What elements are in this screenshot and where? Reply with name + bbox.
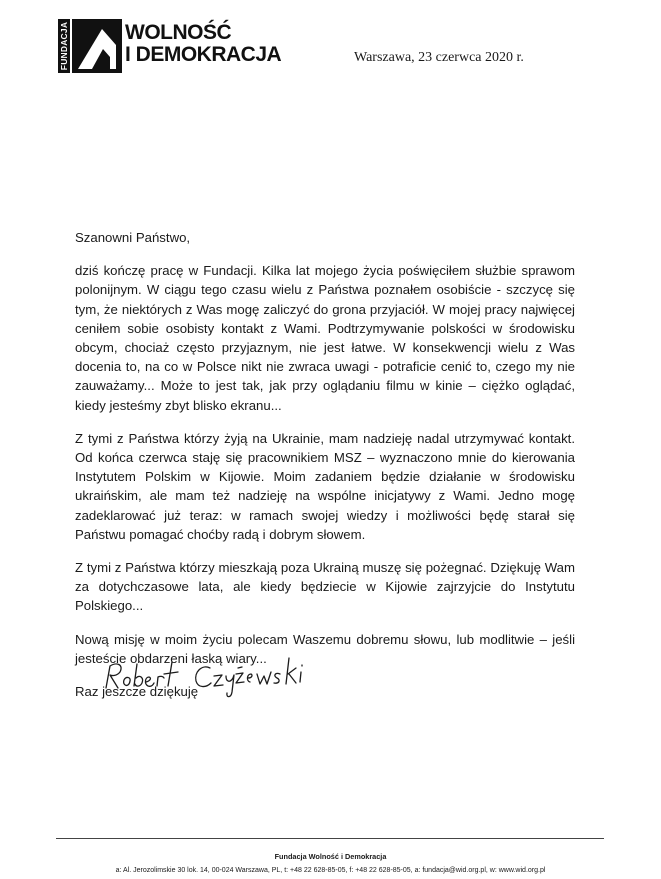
logo-house-icon [72,19,122,73]
letter-date: Warszawa, 23 czerwca 2020 r. [354,50,524,65]
handwritten-signature [102,648,342,700]
foundation-logo [58,19,282,73]
footer-contact-info: a: Al. Jerozolimskie 30 lok. 14, 00-024 Warszawa, PL, t: +48 22 628-85-05, f: +48 22 628-85-05, a: fundacja@wid.org.pl, w: www.wid.org.pl [115,867,546,874]
closing-line: Raz jeszcze dziękuję [75,684,199,700]
footer-organization-name: Fundacja Wolność i Demokracja [274,852,387,861]
paragraph-1: dziś kończę pracę w Fundacji. Kilka lat mojego życia poświęciłem służbie sprawom polonijnym. W ciągu tego czasu wielu z Państwa poznałem osobiście - szczycę się tym, że niektórych z Was mogę zaliczyć do grona przyjaciół. W mojej pracy najwięcej ceniłem sobie osobisty kontakt z Wami. Podtrzymywanie polskości w środowisku obcym, chociaż często przyjaznym, nie jest łatwe. W konsekwencji wielu z Was docenia to, na co w Polsce nikt nie zwraca uwagi - potraficie cenić to, czego my nie zauważamy... Może to jest tak, jak przy oglądaniu filmu w kinie – ciężko oglądać, kiedy jesteśmy zbyt blisko ekranu... [75,263,575,413]
logo-side-bar [58,19,70,73]
paragraph-2: Z tymi z Państwa którzy żyją na Ukrainie, mam nadzieję nadal utrzymywać kontakt. Od końca czerwca staję się pracownikiem MSZ – wyznaczono mnie do kierowania Instytutem Polskim w Kijowie. Moim zadaniem będzie działanie w środowisku ukraińskim, ale mam też nadzieję na wspólne inicjatywy z Wami. Jedno mogę zadeklarować już teraz: w ramach swojej wiedzy i możliwości będę starał się Państwu pomagać choćby radą i dobrym słowem. [75,430,575,542]
logo-line-1: WOLNOŚĆ [125,21,232,44]
logo-line-2: I DEMOKRACJA [125,43,282,66]
footer-divider [56,838,604,839]
logo-wordmark [125,22,281,66]
paragraph-3: Z tymi z Państwa którzy mieszkają poza Ukrainą muszę się pożegnać. Dziękuję Wam za dotychczasowe lata, ale kiedy będziecie w Kijowie zajrzyjcie do Instytutu Polskiego... [75,560,575,614]
greeting: Szanowni Państwo, [75,230,191,245]
paragraph-4: Nową misję w moim życiu polecam Waszemu dobremu słowu, lub modlitwie – jeśli jesteście obdarzeni łaską wiary... [75,631,575,666]
logo-side-text: FUNDACJA [59,21,69,71]
letter-body [75,228,575,701]
